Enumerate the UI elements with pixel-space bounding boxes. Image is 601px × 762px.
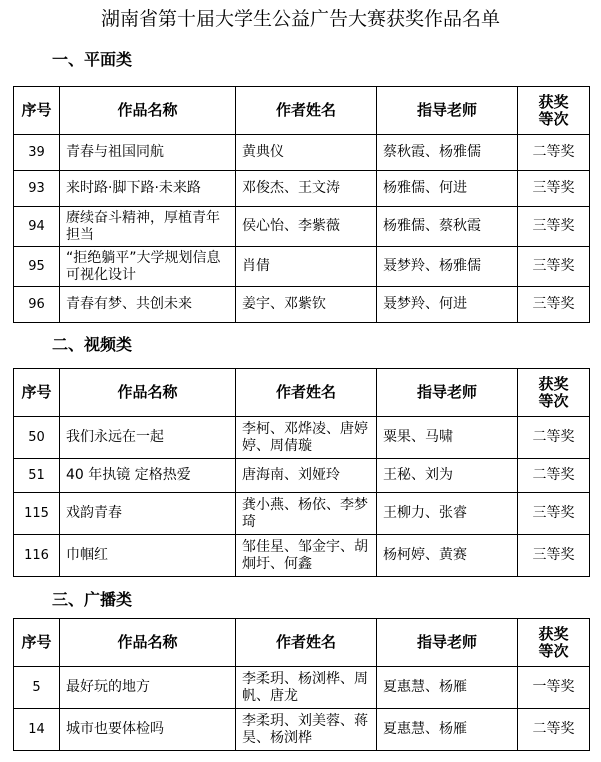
table-row: 94 赓续奋斗精神，厚植青年担当 侯心怡、李紫薇 杨雅儒、蔡秋霞 三等奖	[14, 207, 590, 247]
page-title: 湖南省第十届大学生公益广告大赛获奖作品名单	[100, 8, 500, 30]
table-print	[13, 86, 590, 323]
table-radio	[13, 618, 590, 751]
header-work: 作品名称	[60, 369, 236, 417]
header-author: 作者姓名	[236, 87, 377, 135]
table-row: 93 来时路·脚下路·未来路 邓俊杰、王文涛 杨雅儒、何进 三等奖	[14, 171, 590, 207]
table-row: 50 我们永远在一起 李柯、邓烨凌、唐婷婷、周倩璇 粟果、马啸 二等奖	[14, 417, 590, 459]
header-work: 作品名称	[60, 87, 236, 135]
table-header-row	[14, 619, 590, 667]
table-row: 51 40 年执镜 定格热爱 唐海南、刘娅玲 王秘、刘为 二等奖	[14, 459, 590, 493]
header-teacher: 指导老师	[377, 87, 518, 135]
header-award: 获奖 等次	[518, 87, 590, 135]
table-row: 95 “拒绝躺平”大学规划信息可视化设计 肖倩 聂梦羚、杨雅儒 三等奖	[14, 247, 590, 287]
header-no: 序号	[14, 369, 60, 417]
table-row: 116 巾帼红 邹佳星、邹金宇、胡炯圩、何鑫 杨柯婷、黄赛 三等奖	[14, 535, 590, 577]
header-author: 作者姓名	[236, 369, 377, 417]
header-teacher: 指导老师	[377, 369, 518, 417]
table-video	[13, 368, 590, 577]
table-row: 14 城市也要体检吗 李柔玥、刘美蓉、蒋昊、杨浏桦 夏惠慧、杨雁 二等奖	[14, 709, 590, 751]
section-label-video: 二、视频类	[52, 335, 133, 354]
header-award: 获奖 等次	[518, 619, 590, 667]
table-row: 5 最好玩的地方 李柔玥、杨浏桦、周帆、唐龙 夏惠慧、杨雁 一等奖	[14, 667, 590, 709]
header-teacher: 指导老师	[377, 619, 518, 667]
table-header-row	[14, 87, 590, 135]
table-row: 115 戏韵青春 龚小燕、杨依、李梦琦 王柳力、张睿 三等奖	[14, 493, 590, 535]
section-label-print: 一、平面类	[52, 50, 133, 69]
table-row: 39 青春与祖国同航 黄典仪 蔡秋霞、杨雅儒 二等奖	[14, 135, 590, 171]
table-header-row	[14, 369, 590, 417]
table-row: 96 青春有梦、共创未来 姜宇、邓紫钦 聂梦羚、何进 三等奖	[14, 287, 590, 323]
header-award: 获奖 等次	[518, 369, 590, 417]
header-no: 序号	[14, 619, 60, 667]
header-work: 作品名称	[60, 619, 236, 667]
header-no: 序号	[14, 87, 60, 135]
header-author: 作者姓名	[236, 619, 377, 667]
section-label-radio: 三、广播类	[52, 590, 133, 609]
